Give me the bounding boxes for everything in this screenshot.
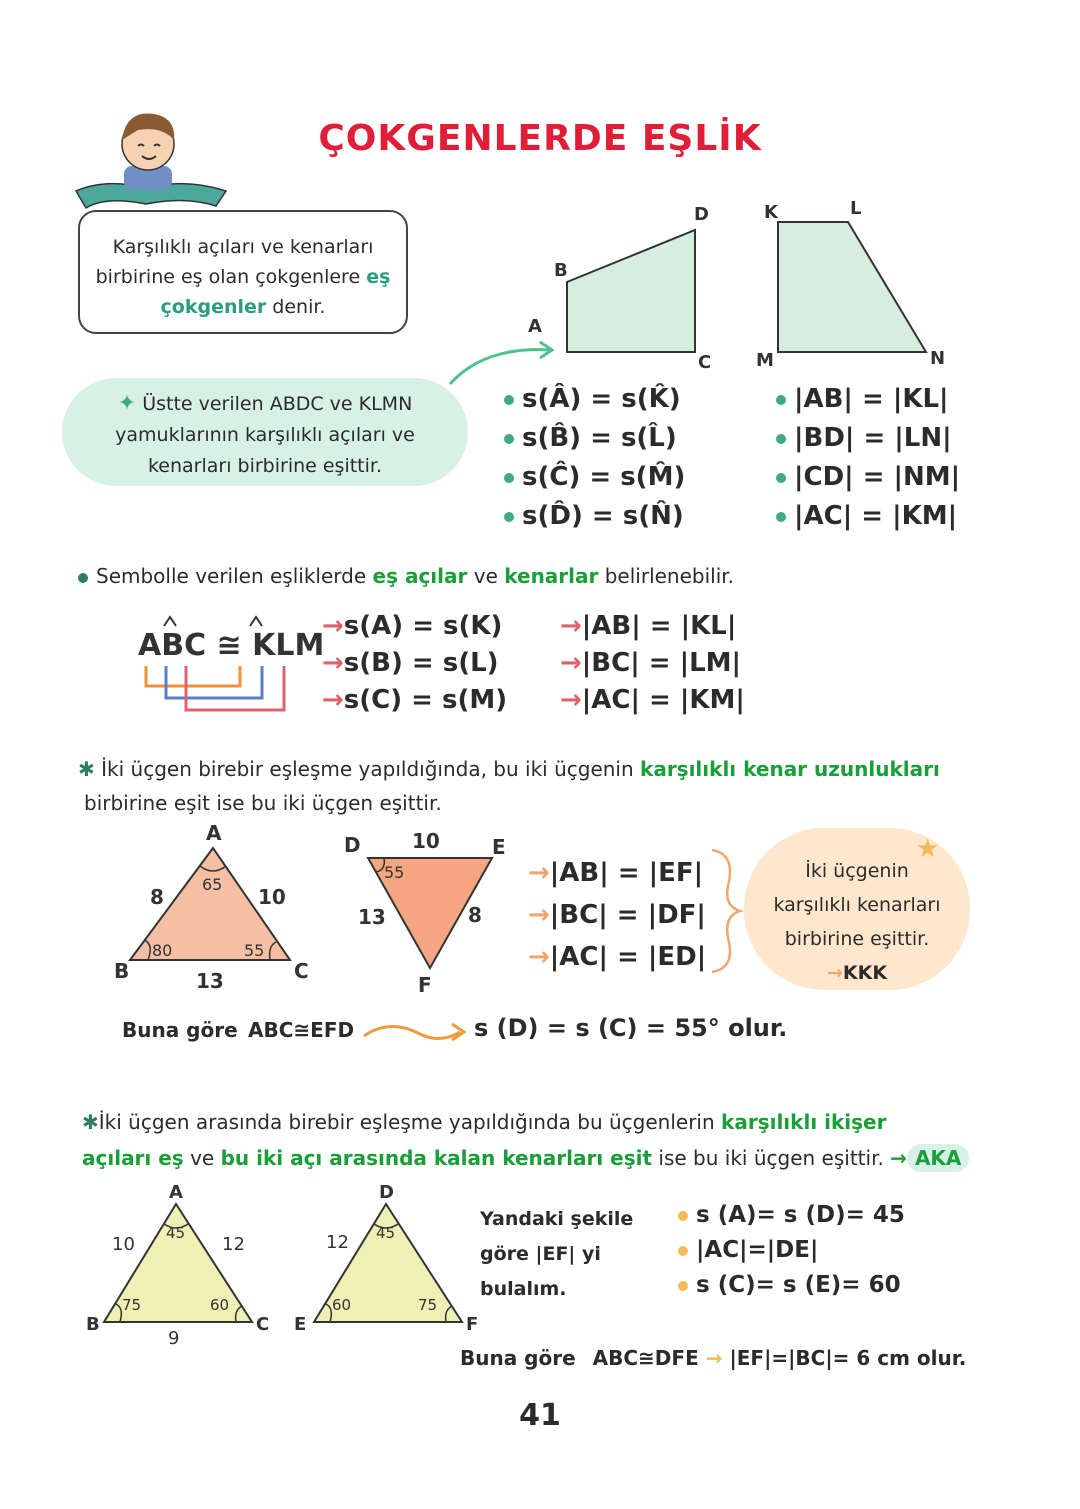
kkk-heading: ✱ İki üçgen birebir eşleşme yapıldığında, bu iki üçgenin karşılıklı kenar uzunlukları birbirine eşit ise bu iki üçgen eşittir. [78,757,940,815]
list-item: |AC| = |KM| [776,497,960,536]
svg-text:9: 9 [168,1328,180,1349]
svg-text:60: 60 [210,1296,230,1314]
kkk-triangles [100,818,520,1002]
kkk-equalities [528,852,706,978]
list-item: |AB| = |KL| [776,380,960,419]
star-icon: ✱ [78,757,95,781]
list-item: →s(A) = s(K) [322,611,503,641]
trapezoid-note [62,378,468,486]
list-item: →|AB| = |EF| [528,858,704,888]
list-item: →|BC| = |DF| [528,900,706,930]
trap2-label-l: L [850,198,862,219]
aka-triangles [80,1178,490,1354]
trapezoid-klmn [778,222,926,352]
svg-text:E: E [492,835,506,859]
congruence-abc-klm: ABC ≅ KLM [138,628,325,663]
trap2-label-k: K [764,202,778,223]
svg-text:F: F [466,1314,479,1335]
svg-text:75: 75 [122,1296,142,1314]
wavy-arrow-icon [360,1018,470,1048]
list-item: s(Ĉ) = s(M̂) [504,458,685,497]
svg-text:D: D [344,833,361,857]
trap1-label-b: B [554,260,568,281]
kkk-conclusion-congruence: ABC≅EFD [248,1018,355,1042]
symbol-angle-list [322,608,507,719]
svg-text:8: 8 [150,885,164,909]
svg-text:12: 12 [326,1232,349,1253]
trapezoid-note-text: Üstte verilen ABDC ve KLMN yamuklarının karşılıklı açıları ve kenarları birbirine eşittir. [115,393,415,477]
svg-text:45: 45 [166,1224,186,1242]
trap1-label-d: D [694,204,709,225]
list-item: →|AB| = |KL| [560,611,737,641]
svg-text:75: 75 [418,1296,438,1314]
list-item: s(Â) = s(K̂) [504,380,685,419]
page-number: 41 [519,1398,561,1433]
svg-text:D: D [379,1182,394,1203]
list-item: |AC|=|DE| [678,1233,905,1268]
list-item: →s(B) = s(L) [322,648,499,678]
svg-text:13: 13 [358,905,386,929]
svg-text:10: 10 [112,1234,135,1255]
svg-text:B: B [114,959,130,983]
trap1-label-c: C [698,352,712,373]
list-item: s(D̂) = s(N̂) [504,497,685,536]
definition-end: denir. [266,296,326,318]
aka-givens [678,1198,905,1303]
svg-text:10: 10 [412,829,440,853]
svg-text:A: A [169,1182,183,1203]
page-title: ÇOKGENLERDE EŞLİK [318,118,762,159]
symbol-side-list [560,608,745,719]
list-item: s(B̂) = s(L̂) [504,419,685,458]
aka-badge: AKA [907,1144,969,1172]
kkk-conclusion-prefix: Buna göre [122,1018,238,1042]
side-equalities [776,380,960,536]
aka-conclusion: Buna göre ABC≅DFE → |EF|=|BC|= 6 cm olur. [460,1346,967,1370]
svg-text:60: 60 [332,1296,352,1314]
svg-text:13: 13 [196,969,224,993]
angle-equalities [504,380,685,536]
list-item: |CD| = |NM| [776,458,960,497]
definition-box [78,210,408,334]
svg-text:65: 65 [202,875,223,894]
symbol-heading: Sembolle verilen eşliklerde eş açılar ve kenarlar belirlenebilir. [78,564,734,588]
brace-icon [706,846,746,976]
boy-mascot-icon [66,96,236,226]
definition-text: Karşılıklı açıları ve kenarları birbirine eş olan çokgenlere [95,236,374,288]
svg-text:C: C [256,1314,270,1335]
svg-text:55: 55 [244,941,265,960]
trap2-label-m: M [756,350,774,371]
aka-heading: ✱İki üçgen arasında birebir eşleşme yapıldığında bu üçgenlerin karşılıklı ikişer açıları eş ve bu iki açı arasında kalan kenarları eşit ise bu iki üçgen eşittir. → AKA [82,1104,1022,1176]
star-icon: ★ [916,834,940,864]
svg-text:55: 55 [384,863,405,882]
svg-text:A: A [206,821,222,845]
trap1-label-a: A [528,316,542,337]
svg-text:C: C [294,959,309,983]
star-icon: ✱ [82,1110,99,1134]
list-item: s (A)= s (D)= 45 [678,1198,905,1233]
list-item: →|BC| = |LM| [560,648,742,678]
svg-text:10: 10 [258,885,286,909]
trapezoid-figures [510,196,960,376]
svg-text:B: B [86,1314,100,1335]
svg-text:80: 80 [152,941,173,960]
aka-prompt: Yandaki şekile göre |EF| yi bulalım. [480,1208,634,1300]
trap2-label-n: N [930,348,946,369]
svg-text:F: F [418,973,432,997]
list-item: s (C)= s (E)= 60 [678,1268,905,1303]
svg-text:12: 12 [222,1234,245,1255]
list-item: →|AC| = |ED| [528,942,707,972]
star-icon: ✦ [117,391,137,416]
correspondence-lines [138,612,298,716]
list-item: →|AC| = |KM| [560,685,745,715]
definition-highlight-cokgenler: çokgenler [160,296,267,318]
list-item: |BD| = |LN| [776,419,960,458]
trapezoid-abdc [567,230,695,352]
kkk-note: İki üçgenin karşılıklı kenarları birbirine eşittir. →KKK [744,828,970,990]
svg-text:8: 8 [468,903,482,927]
list-item: →s(C) = s(M) [322,685,508,715]
kkk-conclusion-result: s (D) = s (C) = 55° olur. [474,1014,788,1042]
definition-highlight-es: eş [366,266,391,288]
svg-text:45: 45 [376,1224,396,1242]
svg-text:E: E [294,1314,307,1335]
